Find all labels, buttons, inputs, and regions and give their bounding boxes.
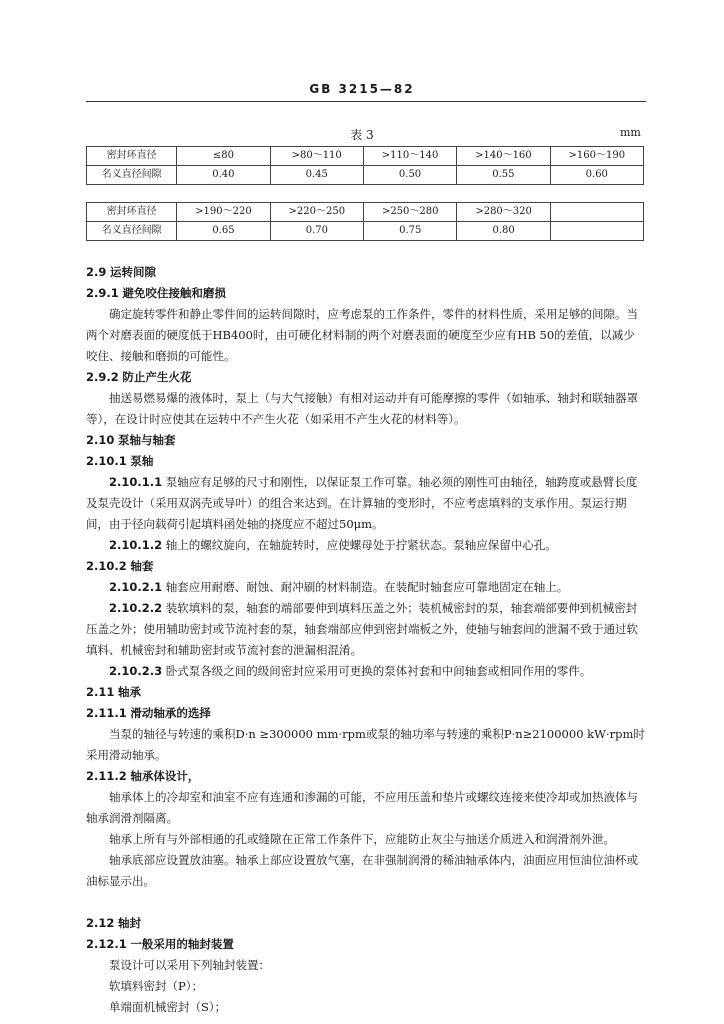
- clearance-table-part-2: [86, 202, 644, 241]
- table-row: [87, 203, 644, 222]
- section-2-9-1: [86, 283, 646, 367]
- table-caption: 表 3: [350, 128, 374, 142]
- table-row: [87, 147, 644, 166]
- paragraph: 泵设计可以采用下列轴封装置：: [109, 958, 270, 972]
- section-2-9-1-heading: 2.9.1 避免咬住接触和磨损: [86, 286, 226, 300]
- table-cell: [550, 222, 643, 241]
- table-row-label: 密封环直径: [87, 203, 177, 222]
- table-cell: 0.75: [364, 222, 457, 241]
- header-rule: [86, 101, 646, 102]
- section-2-10-1-heading: 2.10.1 泵轴: [86, 454, 154, 468]
- table-cell: 0.70: [270, 222, 363, 241]
- paragraph: 抽送易燃易爆的液体时，泵上（与大气接触）有相对运动并有可能摩擦的零件（如轴承、轴封和联轴器罩等），在设计时应使其在运转中不产生火花（如采用不产生火花的材料等）。: [86, 391, 638, 426]
- section-2-9-2-heading: 2.9.2 防止产生火花: [86, 370, 192, 384]
- table-cell: ≤80: [177, 147, 270, 166]
- section-2-10-1-1: 2.10.1.1 泵轴应有足够的尺寸和刚性，以保证泵工作可靠。轴必须的刚性可由轴径，轴跨度或悬臂长度及泵壳设计（采用双涡壳或导叶）的组合来达到。在计算轴的变形时，不应考虑填料的支承作用。泵运行期间，由于径向载荷引起填料函处轴的挠度应不超过50μm。: [86, 475, 638, 531]
- table-cell: 0.55: [457, 166, 550, 185]
- table-row: [87, 166, 644, 185]
- section-2-10-1-2: 2.10.1.2 轴上的螺纹旋向，在轴旋转时，应使螺母处于拧紧状态。泵轴应保留中心孔。: [109, 538, 557, 552]
- section-2-9-heading: 2.9 运转间隙: [86, 265, 157, 279]
- list-item: 软填料密封（P）；: [109, 979, 203, 993]
- paragraph: 轴套应用耐磨、耐蚀、耐冲刷的材料制造。在装配时轴套应可靠地固定在轴上。: [165, 580, 569, 594]
- section-2-11-2-heading: 2.11.2 轴承体设计，: [86, 769, 200, 783]
- table-cell: >140～160: [457, 147, 550, 166]
- table-cell: 0.80: [457, 222, 550, 241]
- section-2-10-2-1: 2.10.2.1 轴套应用耐磨、耐蚀、耐冲刷的材料制造。在装配时轴套应可靠地固定在轴上。: [109, 580, 569, 594]
- paragraph: 当泵的轴径与转速的乘积D·n ≥300000 mm·rpm或泵的轴功率与转速的乘积P·n≥2100000 kW·rpm时采用滑动轴承。: [86, 727, 645, 762]
- table-unit: mm: [620, 126, 641, 139]
- table-row-label: 名义直径间隙: [87, 222, 177, 241]
- table-cell: 0.60: [550, 166, 643, 185]
- table-cell: 0.45: [270, 166, 363, 185]
- section-2-11-1-heading: 2.11.1 滑动轴承的选择: [86, 706, 211, 720]
- table-row: [87, 222, 644, 241]
- table-cell: 0.50: [363, 166, 456, 185]
- paragraph: 轴承底部应设置放油塞。轴承上部应设置放气塞，在非强制润滑的稀油轴承体内，油面应用恒油位油杯或油标显示出。: [86, 853, 638, 888]
- paragraph: 轴上的螺纹旋向，在轴旋转时，应使螺母处于拧紧状态。泵轴应保留中心孔。: [165, 538, 557, 552]
- list-item: 单端面机械密封（S）；: [109, 1000, 227, 1014]
- table-cell: 0.65: [177, 222, 270, 241]
- section-2-12-1: [86, 934, 646, 1018]
- section-2-10-heading: 2.10 泵轴与轴套: [86, 433, 176, 447]
- paragraph: 卧式泵各级之间的级间密封应采用可更换的泵体衬套和中间轴套或相同作用的零件。: [165, 664, 592, 678]
- section-2-10-2-2: 2.10.2.2 装软填料的泵，轴套的端部要伸到填料压盖之外；装机械密封的泵，轴套端部要伸到机械密封压盖之外；使用辅助密封或节流衬套的泵，轴套端部应伸到密封端板之外，使轴与轴套间的泄漏不致于通过软填料、机械密封和辅助密封或节流衬套的泄漏相混淆。: [86, 601, 638, 657]
- table-row-label: 密封环直径: [87, 147, 177, 166]
- table-cell: >280～320: [457, 203, 550, 222]
- table-cell: >250～280: [364, 203, 457, 222]
- section-2-9-2: [86, 367, 646, 430]
- table-cell: >110～140: [363, 147, 456, 166]
- table-cell: >190～220: [177, 203, 270, 222]
- table-cell: 0.40: [177, 166, 270, 185]
- table-cell: >80～110: [270, 147, 363, 166]
- paragraph: 轴承体上的冷却室和油室不应有连通和渗漏的可能，不应用压盖和垫片或螺纹连接来使冷却或加热液体与轴承润滑剂隔离。: [86, 790, 638, 825]
- table-cell: [550, 203, 643, 222]
- section-2-10-2-3: 2.10.2.3 卧式泵各级之间的级间密封应采用可更换的泵体衬套和中间轴套或相同作用的零件。: [109, 664, 592, 678]
- clearance-table-part-1: [86, 146, 644, 185]
- section-2-12-1-heading: 2.12.1 一般采用的轴封装置: [86, 937, 234, 951]
- table-row-label: 名义直径间隙: [87, 166, 177, 185]
- section-2-11-1: [86, 703, 646, 766]
- section-2-10-2-heading: 2.10.2 轴套: [86, 559, 154, 573]
- paragraph: 轴承上所有与外部相通的孔或缝隙在正常工作条件下，应能防止灰尘与抽送介质进入和润滑剂外泄。: [109, 832, 615, 846]
- table-cell: >220～250: [270, 203, 363, 222]
- section-2-12-heading: 2.12 轴封: [86, 916, 142, 930]
- section-2-11-2: [86, 766, 646, 892]
- table-cell: >160～190: [550, 147, 643, 166]
- paragraph: 泵轴应有足够的尺寸和刚性，以保证泵工作可靠。轴必须的刚性可由轴径，轴跨度或悬臂长度及泵壳设计（采用双涡壳或导叶）的组合来达到。在计算轴的变形时，不应考虑填料的支承作用。泵运行期间，由于径向载荷引起填料函处轴的挠度应不超过50μm。: [86, 475, 638, 531]
- paragraph: 确定旋转零件和静止零件间的运转间隙时，应考虑泵的工作条件，零件的材料性质，采用足够的间隙。当两个对磨表面的硬度低于HB400时，由可硬化材料制的两个对磨表面的硬度至少应有HB 50的差值，以减少咬住、接触和磨损的可能性。: [86, 307, 638, 363]
- standard-number-header: GB 3215—82: [309, 82, 415, 96]
- section-2-11-heading: 2.11 轴承: [86, 685, 142, 699]
- paragraph: 装软填料的泵，轴套的端部要伸到填料压盖之外；装机械密封的泵，轴套端部要伸到机械密封压盖之外；使用辅助密封或节流衬套的泵，轴套端部应伸到密封端板之外，使轴与轴套间的泄漏不致于通过软填料、机械密封和辅助密封或节流衬套的泄漏相混淆。: [86, 601, 638, 657]
